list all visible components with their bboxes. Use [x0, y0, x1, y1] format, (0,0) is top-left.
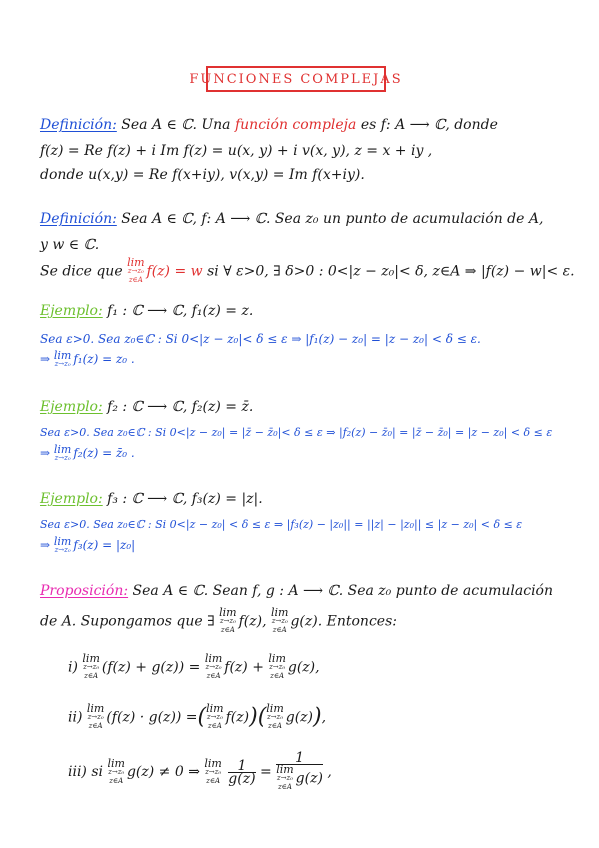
fraction: 1 lim z→z₀ z∈A g(z) — [276, 750, 323, 791]
example-3-header: Ejemplo: f₃ : ℂ ⟶ ℂ, f₃(z) = |z|. — [40, 491, 263, 507]
example-1-line-2: ⇒ lim z→z₀ f₁(z) = z₀ . — [40, 348, 135, 368]
definition-2-line-3: Se dice que lim z→z₀ z∈A f(z) = w si ∀ ε>0, ∃ δ>0 : 0<|z − z₀|< δ, z∈A ⇒ |f(z) − w|< ε. — [40, 256, 575, 284]
limit-operator: lim z→z₀ z∈A — [268, 652, 286, 680]
example-2-line-1: Sea ε>0. Sea z₀∈ℂ : Si 0<|z − z₀| = |z̄ − z̄₀|< δ ≤ ε ⇒ |f₂(z) − z̄₀| = |z̄ − z̄₀| = |z − z₀| < δ ≤ ε — [40, 426, 553, 439]
example-2-label: Ejemplo: — [40, 399, 103, 415]
definition-1-label: Definición: — [40, 117, 117, 133]
limit-operator: lim z→z₀ z∈A — [86, 702, 105, 730]
definition-1-line-1: Definición: Sea A ∈ ℂ. Una función compleja es f: A ⟶ ℂ, donde — [40, 117, 498, 133]
limit-operator: lim z→z₀ — [53, 348, 72, 368]
limit-operator: lim z→z₀ z∈A — [107, 756, 125, 785]
right-paren: ) — [313, 704, 322, 730]
proposition-item-iii: iii) si lim z→z₀ z∈A g(z) ≠ 0 ⇒ lim z→z₀ z∈A $\frac{1}{g(z)}$ = 1 lim z→z₀ z∈A g(z) , — [68, 750, 332, 791]
highlight-term: función compleja — [234, 117, 357, 133]
limit-operator: lim z→z₀ z∈A — [276, 763, 294, 791]
limit-operator: lim z→z₀ — [53, 534, 72, 554]
proposition-line-1: Proposición: Sea A ∈ ℂ. Sean f, g : A ⟶ ℂ. Sea z₀ punto de acumulación — [40, 583, 553, 599]
definition-1-line-2: f(z) = Re f(z) + i Im f(z) = u(x, y) + i v(x, y), z = x + iy , — [40, 143, 433, 159]
limit-operator: lim z→z₀ z∈A — [206, 702, 224, 730]
page-title: FUNCIONES COMPLEJAS — [206, 66, 386, 92]
definition-2-label: Definición: — [40, 211, 117, 227]
fraction: $\frac{1}{g(z)}$ — [228, 757, 256, 787]
example-3-line-1: Sea ε>0. Sea z₀∈ℂ : Si 0<|z − z₀| < δ ≤ ε ⇒ |f₃(z) − |z₀|| = ||z| − |z₀|| ≤ |z − z₀| < δ ≤ ε — [40, 518, 523, 531]
example-1-label: Ejemplo: — [40, 303, 103, 319]
example-2-line-2: ⇒ lim z→z₀ f₂(z) = z̄₀ . — [40, 442, 135, 462]
limit-operator: lim z→z₀ z∈A — [219, 606, 237, 634]
definition-1-line-3: donde u(x,y) = Re f(x+iy), v(x,y) = Im f(x+iy). — [40, 167, 365, 183]
limit-operator: lim z→z₀ z∈A — [271, 606, 289, 634]
definition-2-line-1: Definición: Sea A ∈ ℂ, f: A ⟶ ℂ. Sea z₀ un punto de acumulación de A, — [40, 211, 544, 227]
limit-operator: lim z→z₀ z∈A — [204, 652, 223, 680]
proposition-label: Proposición: — [40, 583, 129, 599]
example-3-label: Ejemplo: — [40, 491, 103, 507]
limit-expression: f(z) = w — [146, 263, 203, 280]
limit-operator: lim z→z₀ z∈A — [204, 756, 222, 785]
limit-operator: lim z→z₀ — [53, 442, 72, 462]
left-paren: ( — [197, 704, 207, 730]
example-1-header: Ejemplo: f₁ : ℂ ⟶ ℂ, f₁(z) = z. — [40, 303, 254, 319]
limit-operator: lim z→z₀ z∈A — [82, 652, 100, 680]
right-paren: ) — [249, 704, 258, 730]
left-paren: ( — [257, 704, 267, 730]
example-1-line-1: Sea ε>0. Sea z₀∈ℂ : Si 0<|z − z₀|< δ ≤ ε ⇒ |f₁(z) − z₀| = |z − z₀| < δ ≤ ε. — [40, 332, 481, 346]
limit-operator: lim z→z₀ z∈A — [266, 702, 284, 730]
example-3-line-2: ⇒ lim z→z₀ f₃(z) = |z₀| — [40, 534, 136, 554]
proposition-line-2: de A. Supongamos que ∃ lim z→z₀ z∈A f(z), lim z→z₀ z∈A g(z). Entonces: — [40, 606, 397, 634]
limit-operator: lim z→z₀ z∈A — [127, 256, 145, 284]
proposition-item-ii: ii) lim z→z₀ z∈A (f(z) · g(z)) =( lim z→z₀ z∈A f(z))( lim z→z₀ z∈A g(z)), — [68, 702, 327, 730]
definition-2-line-2: y w ∈ ℂ. — [40, 237, 100, 253]
example-2-header: Ejemplo: f₂ : ℂ ⟶ ℂ, f₂(z) = z̄. — [40, 399, 254, 415]
proposition-item-i: i) lim z→z₀ z∈A (f(z) + g(z)) = lim z→z₀ z∈A f(z) + lim z→z₀ z∈A g(z), — [68, 652, 320, 680]
